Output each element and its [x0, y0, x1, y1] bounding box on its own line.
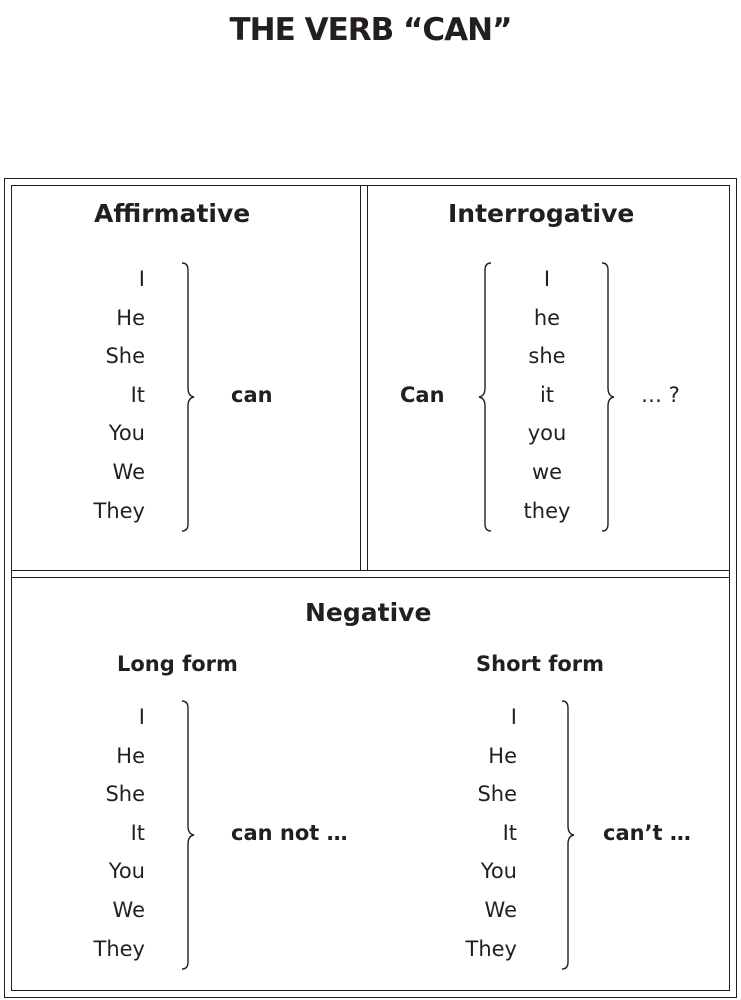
interrogative-pronoun-list — [497, 260, 597, 530]
interrogative-left-brace — [473, 262, 493, 532]
pronoun: I — [510, 705, 517, 729]
pronoun: She — [105, 782, 145, 807]
short-form-pronoun-list — [432, 698, 517, 968]
pronoun: it — [539, 382, 555, 407]
affirmative-heading: Affirmative — [94, 199, 251, 228]
interrogative-right-brace — [600, 262, 620, 532]
pronoun: I — [138, 267, 145, 291]
section-divider-top — [11, 570, 730, 571]
section-divider-bottom — [11, 577, 730, 578]
affirmative-right-brace — [180, 262, 200, 532]
long-form-pronoun-list — [60, 698, 145, 968]
pronoun: You — [480, 859, 517, 884]
negative-heading: Negative — [305, 598, 432, 627]
column-divider-left — [360, 185, 361, 571]
pronoun: We — [484, 897, 517, 922]
column-divider-right — [367, 185, 368, 571]
pronoun: I — [138, 705, 145, 729]
pronoun: It — [130, 820, 145, 845]
pronoun: It — [130, 382, 145, 407]
long-form-verb: can not … — [231, 821, 348, 845]
interrogative-heading: Interrogative — [448, 199, 635, 228]
pronoun: She — [105, 344, 145, 369]
pronoun: He — [116, 743, 145, 768]
pronoun: You — [108, 421, 145, 446]
affirmative-pronoun-list — [60, 260, 145, 530]
pronoun: It — [502, 820, 517, 845]
pronoun: she — [528, 344, 566, 369]
pronoun: they — [523, 498, 571, 523]
page-title: THE VERB “CAN” — [229, 12, 512, 48]
short-form-right-brace — [560, 700, 580, 970]
short-form-label: Short form — [476, 652, 605, 676]
long-form-label: Long form — [117, 652, 238, 676]
interrogative-verb: Can — [400, 383, 445, 407]
pronoun: he — [533, 305, 561, 330]
pronoun: She — [477, 782, 517, 807]
pronoun: I — [543, 267, 551, 291]
interrogative-ending: … ? — [641, 383, 680, 407]
pronoun: We — [112, 459, 145, 484]
pronoun: we — [531, 459, 563, 484]
pronoun: He — [116, 305, 145, 330]
long-form-right-brace — [180, 700, 200, 970]
pronoun: We — [112, 897, 145, 922]
pronoun: They — [93, 936, 145, 961]
pronoun: you — [527, 421, 567, 446]
pronoun: He — [488, 743, 517, 768]
affirmative-verb: can — [231, 383, 273, 407]
short-form-verb: can’t … — [603, 821, 691, 845]
pronoun: They — [465, 936, 517, 961]
pronoun: They — [93, 498, 145, 523]
pronoun: You — [108, 859, 145, 884]
